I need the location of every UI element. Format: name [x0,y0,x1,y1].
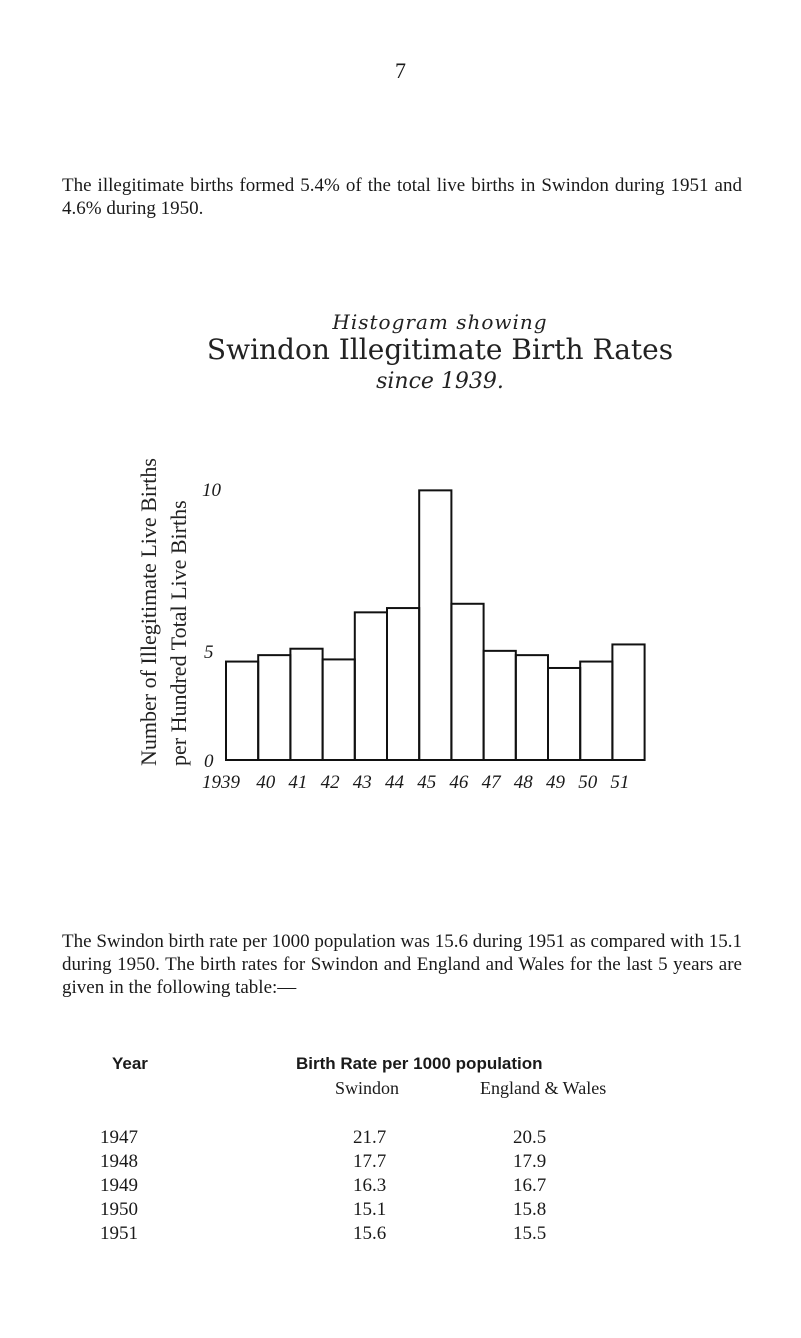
table-row [0,1175,801,1199]
x-tick-47: 47 [481,772,501,793]
x-tick-41: 41 [288,772,308,793]
histogram-bar-1939 [226,662,258,760]
chart-title-line3: since 1939. [376,369,504,394]
cell-swindon: 15.6 [353,1223,387,1244]
cell-england: 17.9 [513,1151,547,1172]
histogram-bar-45 [419,490,451,760]
cell-year: 1947 [100,1127,138,1148]
intro-paragraph: The illegitimate births formed 5.4% of the total live births in Swindon during 1951 and 4.6% during 1950. [62,175,742,219]
cell-year: 1948 [100,1151,138,1172]
subheader-england-wales: England & Wales [480,1078,607,1098]
histogram-bar-48 [516,655,548,760]
x-tick-46: 46 [449,772,469,793]
y-tick-5: 5 [204,642,214,663]
x-tick-43: 43 [352,772,372,793]
histogram-bar-40 [258,655,290,760]
cell-swindon: 15.1 [353,1199,387,1220]
cell-england: 20.5 [513,1127,547,1148]
cell-swindon: 17.7 [353,1151,387,1172]
header-birth-rate: Birth Rate per 1000 population [296,1054,543,1073]
table-row [0,1127,801,1151]
histogram-bar-47 [484,651,516,760]
y-tick-0: 0 [204,751,214,772]
x-tick-48: 48 [513,772,533,793]
x-tick-50: 50 [578,772,598,793]
histogram-bar-42 [323,659,355,760]
histogram-bar-50 [580,662,612,760]
histogram-bar-51 [612,644,644,760]
cell-england: 15.8 [513,1199,547,1220]
cell-swindon: 16.3 [353,1175,387,1196]
x-tick-40: 40 [256,772,276,793]
cell-year: 1950 [100,1199,138,1220]
subheader-swindon: Swindon [335,1078,400,1098]
table-row [0,1223,801,1247]
page-number: 7 [395,58,406,83]
x-tick-44: 44 [385,772,404,793]
x-tick-42: 42 [320,772,340,793]
x-tick-1939: 1939 [202,772,240,793]
cell-england: 16.7 [513,1175,547,1196]
y-tick-10: 10 [202,480,221,501]
table-row [0,1199,801,1223]
x-tick-51: 51 [610,772,630,793]
histogram-bar-46 [451,604,483,760]
y-axis-label-line2: per Hundred Total Live Births [166,500,191,766]
histogram-bar-43 [355,612,387,760]
cell-swindon: 21.7 [353,1127,387,1148]
x-tick-45: 45 [417,772,437,793]
y-axis-label-line1: Number of Illegitimate Live Births [136,458,161,766]
header-year: Year [112,1054,148,1073]
histogram-bar-41 [290,649,322,760]
table-row [0,1151,801,1175]
cell-year: 1951 [100,1223,138,1244]
cell-england: 15.5 [513,1223,547,1244]
chart-title-line2: Swindon Illegitimate Birth Rates [206,333,674,366]
second-paragraph: The Swindon birth rate per 1000 population was 15.6 during 1951 as compared with 15.1 during 1950. The birth rates for Swindon and England and Wales for the last 5 years are given in the following table:— [62,931,742,998]
histogram-bar-49 [548,668,580,760]
chart-title-line1: Histogram showing [332,310,548,334]
x-tick-49: 49 [546,772,565,793]
cell-year: 1949 [100,1175,138,1196]
histogram-bar-44 [387,608,419,760]
